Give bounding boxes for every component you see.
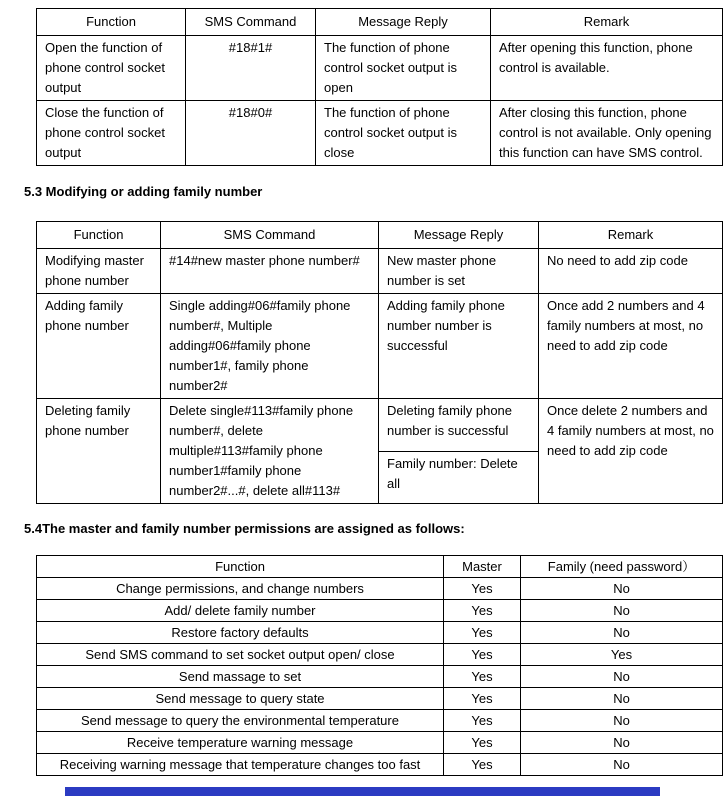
cell-remark: Once delete 2 numbers and 4 family numbers at most, no need to add zip code: [539, 399, 723, 504]
family-number-table: [36, 221, 723, 504]
cell-master: Yes: [444, 754, 521, 776]
cell-remark: After closing this function, phone control is not available. Only opening this function can have SMS control.: [491, 101, 723, 166]
cell-function: Restore factory defaults: [37, 622, 444, 644]
cell-family: No: [521, 622, 723, 644]
cell-master: Yes: [444, 622, 521, 644]
table-row: [37, 732, 723, 754]
section-heading-5-3: 5.3 Modifying or adding family number: [24, 184, 263, 199]
table-header-row: [37, 556, 723, 578]
cell-command: Single adding#06#family phone number#, Multiple adding#06#family phone number1#, family phone number2#: [161, 294, 379, 399]
header-remark: Remark: [491, 9, 723, 36]
header-master: Master: [444, 556, 521, 578]
cell-function: Deleting family phone number: [37, 399, 161, 504]
table-row: [37, 688, 723, 710]
cell-family: No: [521, 754, 723, 776]
cell-command: Delete single#113#family phone number#, delete multiple#113#family phone number1#family phone number2#...#, delete all#113#: [161, 399, 379, 504]
cell-remark: Once add 2 numbers and 4 family numbers at most, no need to add zip code: [539, 294, 723, 399]
cell-reply: Deleting family phone number is successful: [379, 399, 539, 452]
cell-reply: Adding family phone number number is successful: [379, 294, 539, 399]
cell-reply: The function of phone control socket output is close: [316, 101, 491, 166]
cell-family: No: [521, 732, 723, 754]
cell-remark: After opening this function, phone control is available.: [491, 36, 723, 101]
header-function: Function: [37, 222, 161, 249]
table-header-row: [37, 222, 723, 249]
cell-remark: No need to add zip code: [539, 249, 723, 294]
cell-family: No: [521, 578, 723, 600]
table-row: [37, 754, 723, 776]
cell-function: Change permissions, and change numbers: [37, 578, 444, 600]
cell-function: Modifying master phone number: [37, 249, 161, 294]
cell-function: Add/ delete family number: [37, 600, 444, 622]
cell-master: Yes: [444, 688, 521, 710]
cell-master: Yes: [444, 666, 521, 688]
cell-function: Receive temperature warning message: [37, 732, 444, 754]
cell-command: #14#new master phone number#: [161, 249, 379, 294]
header-function: Function: [37, 556, 444, 578]
cell-master: Yes: [444, 644, 521, 666]
cell-function: Send message to query state: [37, 688, 444, 710]
cell-reply: The function of phone control socket output is open: [316, 36, 491, 101]
header-family: Family (need password）: [521, 556, 723, 578]
cell-reply-2: Family number: Delete all: [379, 451, 539, 504]
socket-control-table: [36, 8, 723, 166]
table-row: [37, 710, 723, 732]
cell-master: Yes: [444, 732, 521, 754]
header-sms-command: SMS Command: [186, 9, 316, 36]
cell-master: Yes: [444, 578, 521, 600]
table-row: [37, 36, 723, 101]
cell-function: Adding family phone number: [37, 294, 161, 399]
table-row: [37, 644, 723, 666]
cell-family: No: [521, 600, 723, 622]
permissions-table: [36, 555, 723, 776]
table-row: [37, 294, 723, 399]
section-heading-5-4: 5.4The master and family number permissions are assigned as follows:: [24, 521, 465, 536]
cell-function: Receiving warning message that temperature changes too fast: [37, 754, 444, 776]
cell-reply: New master phone number is set: [379, 249, 539, 294]
cell-master: Yes: [444, 710, 521, 732]
cell-family: No: [521, 710, 723, 732]
table-row: [37, 101, 723, 166]
cell-family: Yes: [521, 644, 723, 666]
header-function: Function: [37, 9, 186, 36]
page-footer-bar: [65, 787, 660, 796]
cell-master: Yes: [444, 600, 521, 622]
cell-function: Open the function of phone control socket output: [37, 36, 186, 101]
cell-family: No: [521, 666, 723, 688]
header-sms-command: SMS Command: [161, 222, 379, 249]
cell-function: Close the function of phone control socket output: [37, 101, 186, 166]
table-row: [37, 622, 723, 644]
cell-function: Send massage to set: [37, 666, 444, 688]
header-message-reply: Message Reply: [379, 222, 539, 249]
table-row: [37, 666, 723, 688]
cell-command: #18#1#: [186, 36, 316, 101]
cell-function: Send SMS command to set socket output open/ close: [37, 644, 444, 666]
table-row: [37, 600, 723, 622]
cell-command: #18#0#: [186, 101, 316, 166]
table-header-row: [37, 9, 723, 36]
table-row: [37, 399, 723, 452]
cell-family: No: [521, 688, 723, 710]
table-row: [37, 578, 723, 600]
header-message-reply: Message Reply: [316, 9, 491, 36]
header-remark: Remark: [539, 222, 723, 249]
cell-function: Send message to query the environmental temperature: [37, 710, 444, 732]
table-row: [37, 249, 723, 294]
